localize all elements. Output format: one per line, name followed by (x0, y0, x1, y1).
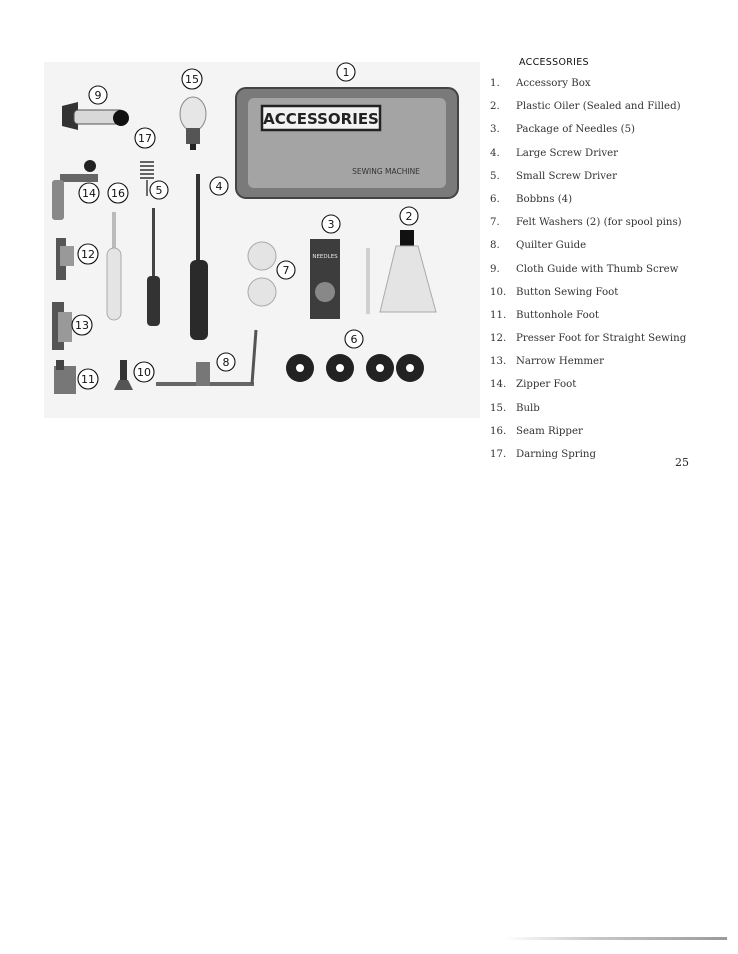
callout-14 (79, 183, 99, 203)
svg-text:6: 6 (350, 333, 358, 346)
callout-3 (322, 215, 340, 233)
svg-text:16: 16 (111, 187, 125, 200)
callout-16 (108, 183, 128, 203)
list-item (490, 356, 730, 379)
list-item (490, 287, 730, 310)
callout-9 (89, 86, 107, 104)
list-item (490, 333, 730, 356)
list-item-label: Bobbns (4) (516, 193, 573, 205)
svg-text:14: 14 (82, 187, 96, 200)
list-item-label: Presser Foot for Straight Sewing (516, 333, 687, 345)
list-item (490, 449, 730, 472)
list-item (490, 101, 730, 124)
list-item-number: 11. (490, 309, 507, 321)
list-item-number: 3. (490, 124, 500, 136)
accessories-photo (44, 62, 480, 418)
svg-text:5: 5 (155, 184, 163, 197)
list-item-label: Darning Spring (516, 449, 596, 460)
page-number: 25 (675, 456, 689, 469)
list-item-label: Small Screw Driver (516, 170, 617, 182)
callout-15 (182, 69, 202, 89)
accessory-list (490, 78, 730, 472)
callout-4 (210, 177, 228, 195)
list-item-label: Package of Needles (5) (516, 124, 636, 136)
svg-text:12: 12 (81, 248, 95, 261)
callout-17 (135, 128, 155, 148)
callout-13 (72, 315, 92, 335)
list-item (490, 310, 730, 333)
list-item-label: Plastic Oiler (Sealed and Filled) (516, 101, 681, 113)
list-item (490, 124, 730, 147)
list-item-label: Quilter Guide (516, 240, 587, 252)
list-item (490, 194, 730, 217)
list-item (490, 217, 730, 240)
list-item-number: 9. (490, 263, 500, 275)
callout-2 (400, 207, 418, 225)
callout-6 (345, 330, 363, 348)
svg-text:3: 3 (327, 218, 335, 231)
accessory-box (236, 88, 458, 198)
box-lid-text: ACCESSORIES (263, 110, 379, 128)
list-item (490, 240, 730, 263)
svg-text:9: 9 (94, 89, 102, 102)
svg-text:15: 15 (185, 73, 199, 86)
list-item-label: Zipper Foot (516, 379, 577, 391)
list-item-label: Buttonhole Foot (516, 309, 600, 321)
list-item-number: 1. (490, 78, 500, 89)
list-item-number: 5. (490, 170, 500, 182)
list-item (490, 379, 730, 402)
svg-text:1: 1 (342, 66, 350, 79)
svg-text:17: 17 (138, 132, 152, 145)
list-item-label: Seam Ripper (516, 425, 583, 437)
legend-title: ACCESSORIES (519, 57, 589, 68)
list-item-number: 13. (490, 356, 507, 368)
list-item-label: Felt Washers (2) (for spool pins) (516, 217, 682, 229)
list-item-number: 8. (490, 240, 500, 252)
svg-text:2: 2 (405, 210, 413, 223)
needle-pack-text: NEEDLES (312, 254, 338, 260)
list-item-number: 17. (490, 449, 507, 460)
callout-1 (337, 63, 355, 81)
svg-text:7: 7 (282, 264, 290, 277)
list-item-number: 15. (490, 402, 507, 414)
list-item-number: 10. (490, 286, 507, 298)
callout-11 (78, 369, 98, 389)
callout-7 (277, 261, 295, 279)
list-item-number: 6. (490, 193, 500, 205)
list-item-number: 14. (490, 379, 507, 391)
list-item-number: 16. (490, 425, 507, 437)
callout-10 (134, 362, 154, 382)
svg-text:11: 11 (81, 373, 95, 386)
footer-rule (505, 937, 727, 940)
list-item (490, 403, 730, 426)
callout-12 (78, 244, 98, 264)
list-item (490, 264, 730, 287)
callout-8 (217, 353, 235, 371)
svg-text:8: 8 (222, 356, 230, 369)
list-item-number: 4. (490, 147, 500, 159)
list-item-label: Button Sewing Foot (516, 286, 619, 298)
list-item-label: Large Screw Driver (516, 147, 618, 159)
list-item-label: Accessory Box (516, 78, 591, 89)
needle-package-item (310, 239, 340, 319)
callout-5 (150, 181, 168, 199)
list-item-label: Bulb (516, 402, 540, 414)
svg-text:4: 4 (215, 180, 223, 193)
list-item-number: 2. (490, 101, 500, 113)
svg-text:10: 10 (137, 366, 151, 379)
list-item (490, 78, 730, 101)
list-item-number: 7. (490, 217, 500, 229)
list-item-label: Narrow Hemmer (516, 356, 604, 368)
list-item-number: 12. (490, 333, 507, 345)
list-item (490, 148, 730, 171)
svg-text:13: 13 (75, 319, 89, 332)
list-item (490, 426, 730, 449)
list-item-label: Cloth Guide with Thumb Screw (516, 263, 679, 275)
list-item (490, 171, 730, 194)
box-brand-text: SEWING MACHINE (352, 167, 420, 176)
